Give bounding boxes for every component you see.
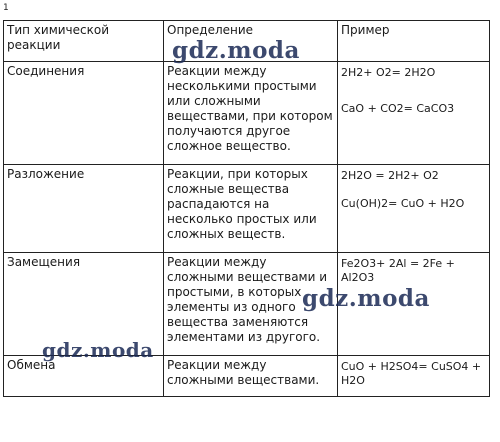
reaction-definition: Реакции между несколькими простыми или сложными веществами, при котором получаются другое сложное вещество.: [164, 62, 338, 165]
watermark: gdz.moda: [172, 37, 300, 64]
reaction-example: [338, 356, 490, 397]
table-header-row: [4, 21, 490, 62]
reaction-example: [338, 165, 490, 253]
watermark: gdz.moda: [302, 285, 430, 312]
reaction-example: [338, 62, 490, 165]
table-row: [4, 165, 490, 253]
reaction-definition: Реакции между сложными веществами и простыми, в которых элементы из одного вещества заменяются элементами из другого.: [164, 253, 338, 356]
header-example: Пример: [338, 21, 490, 62]
header-type: Тип химической реакции: [4, 21, 164, 62]
header-definition: Определение: [164, 21, 338, 62]
reaction-type: Обмена: [4, 356, 164, 397]
reaction-type: Разложение: [4, 165, 164, 253]
page-number: 1: [3, 3, 9, 13]
reaction-types-table: [3, 20, 490, 397]
reaction-example: [338, 253, 490, 356]
table-row: [4, 62, 490, 165]
example-equation: CuO + H2SO4= CuSO4 + H2O: [341, 360, 482, 387]
example-equation: 2H2O = 2H2+ O2: [341, 169, 439, 182]
watermark: gdz.moda: [42, 338, 154, 362]
example-equation: CaO + CO2= CaCO3: [341, 102, 455, 115]
reaction-definition: Реакции между сложными веществами.: [164, 356, 338, 397]
reaction-type: Замещения: [4, 253, 164, 356]
reaction-definition: Реакции, при которых сложные вещества распадаются на несколько простых или сложных веществ.: [164, 165, 338, 253]
table-row: [4, 356, 490, 397]
table-row: [4, 253, 490, 356]
example-equation: 2H2+ O2= 2H2O: [341, 66, 436, 79]
example-equation: Cu(OH)2= CuO + H2O: [341, 197, 465, 210]
example-equation: Fe2O3+ 2Al = 2Fe + Al2O3: [341, 257, 455, 284]
reaction-type: Соединения: [4, 62, 164, 165]
